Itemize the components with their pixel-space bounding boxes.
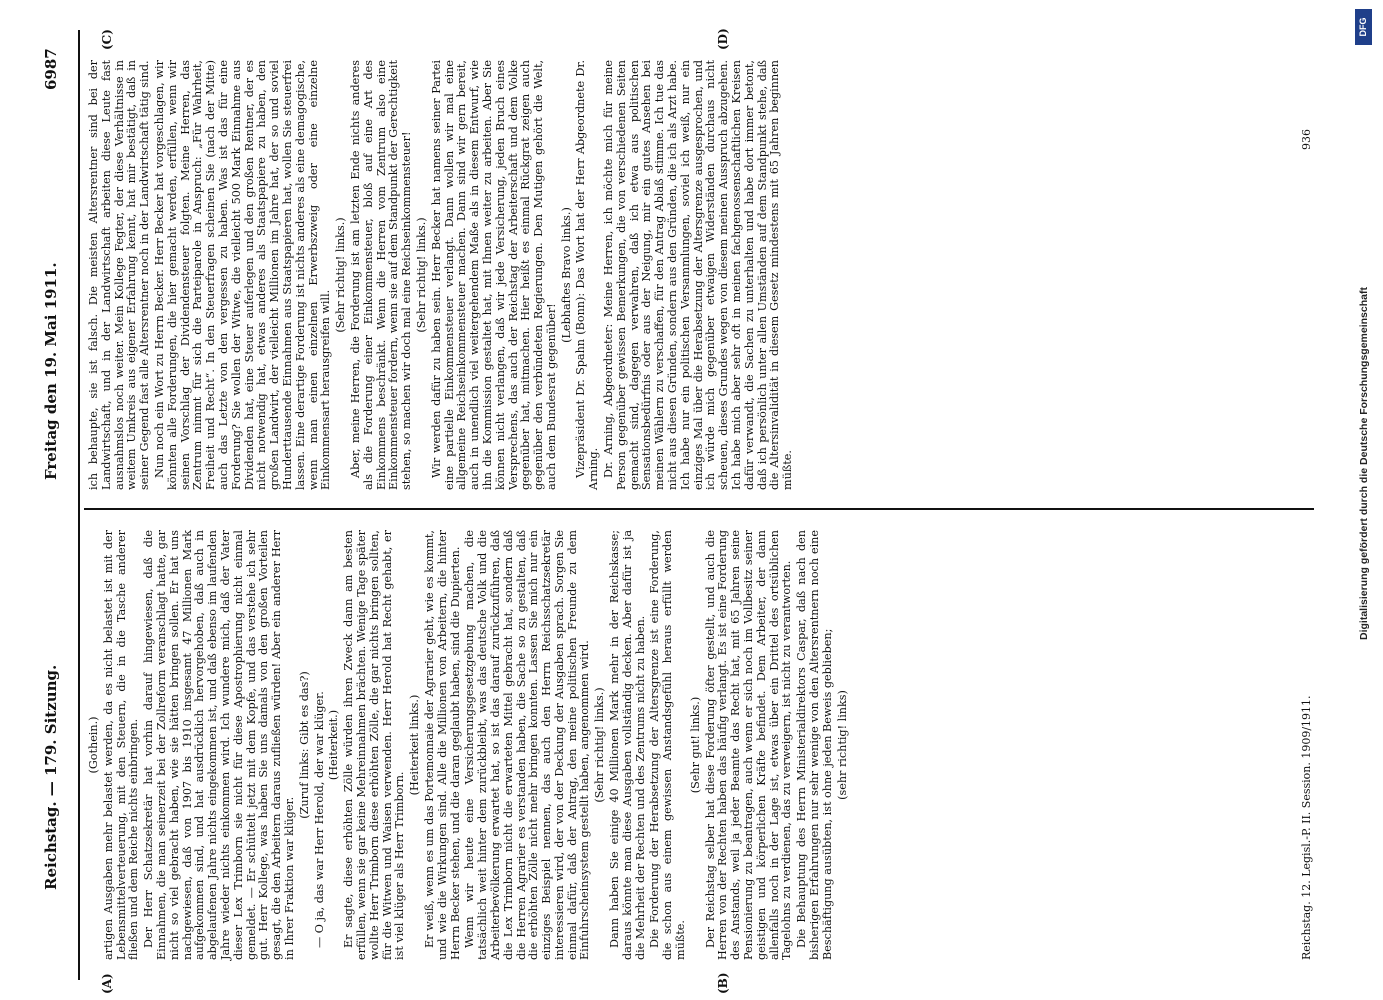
paragraph: Dr. Arning, Abgeordneter: Meine Herren, ich möchte mich für meine Person gegenüber gewissen Bemerkungen, die von verschiedenen Seiten gemacht sind, dagegen verwahren, daß ich etwa aus politischen Sensationsbedürfnis oder aus der Neigung, mir ein gutes Ansehen bei meinen Wählern zu verschaffen, für den Antrag Ablaß stimme. Ich tue das nicht aus diesen Gründen, sondern aus den Gründen, die ich als Arzt habe. Ich habe nur ein politischen Versammlungen, soviel ich weiß, nur ein einziges Mal über die Herabsetzung der Altersgrenze ausgesprochen, und ich würde mich gegenüber etwaigen Widerständen durchaus nicht scheuen, dieses Grundes wegen von diesem meinen Ausspruch abzugehen. Ich habe mich aber sehr oft in meinen fachgenossenschaftlichen Kreisen dafür verwandt, die Sachen zu unterhalten und habe dort immer betont, daß ich persönlich unter allen Umständen auf dem Standpunkt stehe, daß die Altersinvalidität in diesem Gesetz mindestens mit 65 Jahren beginnen müßte. [602,60,795,490]
page-header [36,30,72,980]
interjection: (Lebhaftes Bravo links.) [559,207,573,343]
footer-left: Reichstag. 12. Legisl.-P. II. Session. 1909/1911. [1300,695,1313,960]
interjection: (sehr richtig! links) [835,690,849,800]
paragraph: Dann haben Sie einige 40 Millionen Mark mehr in der Reichskasse; daraus könnte man diese Ausgaben vollständig decken. Aber dafür ist ja die Mehrheit der Rechten und des Zentrums nicht zu haben. [608,530,647,960]
paragraph: Wenn wir heute eine Versicherungsgesetzgebung machen, die tatsächlich weit hinter dem zurückbleibt, was das deutsche Volk und die Arbeiterbevölkerung erwartet hat, so ist das darauf zurückzuführen, daß die Lex Trimborn nicht die erwarteten Mittel gebracht hat, sondern daß die Herren Agrarier es verstanden haben, die Sache so zu gestalten, daß die erhöhten Zölle nicht mehr bringen konnten. Lassen Sie mich nur ein einziges Beispiel nennen, das auch den Herrn Reichsschatzsekretär interessieren wird, der von der Deckung der Ausgaben sprach. Sorgen Sie einmal dafür, daß der Antrag, den meine politischen Freunde zu dem Einfuhrscheinsystem gestellt haben, angenommen wird. [463,530,592,960]
paragraph: Nun noch ein Wort zu Herrn Becker. Herr Becker hat vorgeschlagen, wir könnten alle Forderungen, die hier gemacht werden, erfüllen, wenn wir seinen Vorschlag der Dividendensteuer folgten. Meine Herren, das Zentrum nimmt für sich die Parteiparole in Anspruch: „Für Wahrheit, Freiheit und Recht“. In den Steuerfragen scheinen Sie (nach der Mitte) auch das Letzte von den vergessen zu haben. Was ist das für eine Forderung? Sie wollen der Witwe, die vielleicht 500 Mark Einnahme aus Dividenden hat, eine Steuer auferlegen und den großen Rentner, der es nicht notwendig hat, etwas anderes als Staatspapiere zu haben, den großen Landwirt, der vielleicht Millionen im Jahre hat, der so und soviel Hunderttausende Einnahmen aus Staatspapieren hat, wollen Sie steuerfrei lassen. Eine derartige Forderung ist nichts anderes als eine demagogische, wenn man einen einzelnen Erwerbszweig oder eine einzelne Einkommensart herausgreifen will. [152,60,333,490]
interjection: (Gothein.) [87,716,100,774]
page-number: 6987 [42,48,60,90]
paragraph: Die Forderung der Herabsetzung der Altersgrenze ist eine Forderung, die schon aus einem gewissen Anstandsgefühl heraus erfüllt werden müßte. [648,530,688,960]
paragraph: ich behaupte, sie ist falsch. Die meisten Altersrentner sind bei der Landwirtschaft, und in der Landwirtschaft arbeiten diese Leute fast ausnahmslos noch weiter. Mein Kollege Fegter, der diese Verhältnisse in weitem Umkreis aus eigener Erfahrung kennt, hat mir bestätigt, daß in seiner Gegend fast alle Altersrentner noch in der Landwirtschaft tätig sind. [87,60,152,490]
interjection: (Zuruf links: Gibt es das?) [297,671,311,819]
digitization-text: Digitalisierung gefördert durch die Deutsche Forschungsgemeinschaft [1358,287,1370,640]
column-rule [84,508,1314,510]
paragraph: — O ja, das war Herr Herold, der war klüger. [312,691,326,948]
paragraph: Der Reichstag selber hat diese Forderung öfter gestellt, und auch die Herren von der Rechten haben das häufig verlangt. Es ist eine Forderung des Anstands, weil ja jeder Beamte das Recht hat, mit 65 Jahren seine Pensionierung zu beantragen, auch wenn er sich noch im Vollbesitz seiner geistigen und körperlichen Kräfte befindet. Dem Arbeiter, der dann allenfalls noch in der Lage ist, etwas über ein Drittel des ortsüblichen Tagelohns zu verdienen, das zu verweigern, ist nicht zu verantworten. [703,530,794,960]
margin-mark-a: (A) [100,973,114,994]
left-column [88,530,851,960]
interjection: (Heiterkeit.) [327,709,341,781]
paragraph: Der Herr Schatzsekretär hat vorhin darauf hingewiesen, daß die Einnahmen, die man seinerzeit bei der Zollreform veranschlagt hatte, gar nicht so viel gebracht haben, wie sie hätten bringen sollen. Er hat uns nachgewiesen, daß von 1907 bis 1910 insgesamt 47 Millionen Mark aufgekommen sind, und hat ausdrücklich hervorgehoben, daß auch in abgelaufenen Jahre nichts eingekommen ist, und daß ebenso im laufenden Jahre wieder nichts einkommen wird. Ich wundere mich, daß der Vater dieser Lex Trimborn sie nicht für diese Apostrophierung nicht einmal gemeldet. — Er schüttelt jetzt mit dem Kopfe, und das verstehe ich sehr gut. Herr Kollege, was haben Sie uns damals von den großen Vorteilen gesagt, die den Arbeitern daraus zufließen würden! Aber ein anderer Herr in Ihrer Fraktion war klüger. [142,530,296,960]
interjection: (Sehr richtig! links.) [414,217,428,333]
dfg-logo: DFG [1355,9,1372,45]
right-column [88,60,797,490]
header-left: Reichstag. — 179. Sitzung. [42,664,60,890]
margin-mark-b: (B) [716,972,730,994]
interjection: (Sehr gut! links.) [688,696,702,794]
newspaper-page [36,28,1356,994]
paragraph: Vizepräsident Dr. Spahn (Bonn): Das Wort hat der Herr Abgeordnete Dr. Arning. [574,60,601,490]
header-rule [78,30,80,980]
interjection: (Heiterkeit links.) [408,694,422,796]
paragraph: Er weiß, wenn es um das Portemonnaie der Agrarier geht, wie es kommt, und wie die Wirkungen sind. Alle die Millionen von Arbeitern, die hinter Herrn Becker stehen, und die daran geglaubt haben, sind die Dupierten. [422,530,462,960]
paragraph: Wir werden dafür zu haben sein. Herr Becker hat namens seiner Partei eine partielle Einkommensteuer verlangt. Dann wollen wir mal eine allgemeine Reichseinkommensteuer machen. Dann sind wir gern bereit, auch in unendlich viel weitergehendem Maße als in diesem Entwurf, wie ihn die Kommission gestaltet hat, mit Ihnen weiter zu arbeiten. Aber Sie können nicht verlangen, daß wir jede Versicherung, jeden Bruch eines Versprechens, das auch der Reichstag der Arbeiterschaft und dem Volke gegenüber hat, mitmachen. Hier heißt es einmal Rückgrat zeigen auch gegenüber den verbündeten Regierungen. Den Mutigen gehört die Welt, auch dem Bundesrat gegenüber! [429,60,558,490]
paragraph: Die Behauptung des Herrn Ministerialdirektors Caspar, daß nach den bisherigen Erfahrungen nur sehr wenige von den Altersrentnern noch eine Beschäftigung ausübten, ist ohne jeden Beweis geblieben; [795,530,834,960]
paragraph: artigen Ausgaben mehr belastet werden, da es nicht belastet ist mit der Lebensmittelverteuerung, mit den Steuern, die in die Tasche anderer fließen und dem Reiche nichts einbringen. [101,530,141,960]
margin-mark-d: (D) [716,28,730,50]
header-center: Freitag den 19. Mai 1911. [42,262,60,480]
interjection: (Sehr richtig! links.) [593,687,607,803]
footer-signature: 936 [1300,129,1313,150]
paragraph: Aber, meine Herren, die Forderung ist am letzten Ende nichts anderes als die Forderung einer Einkommensteuer, bloß auf eine Art des Einkommens beschränkt. Wenn die Herren vom Zentrum also eine Einkommensteuer fordern, wenn sie auf dem Standpunkt der Gerechtigkeit stehen, so machen wir doch mal eine Reichseinkommensteuer! [348,60,414,490]
paragraph: Er sagte, diese erhöhten Zölle würden ihren Zweck dann am besten erfüllen, wenn sie gar keine Mehreinnahmen brächten. Wenige Tage später wollte Herr Trimborn diese erhöhten Zölle, die gar nichts bringen sollten, für die Witwen und Waisen verwenden. Herr Herold hat Recht gehabt, er ist viel klüger als Herr Trimborn. [342,530,407,960]
digitization-note [1352,0,1376,1000]
interjection: (Sehr richtig! links.) [334,217,348,333]
margin-mark-c: (C) [100,29,114,50]
